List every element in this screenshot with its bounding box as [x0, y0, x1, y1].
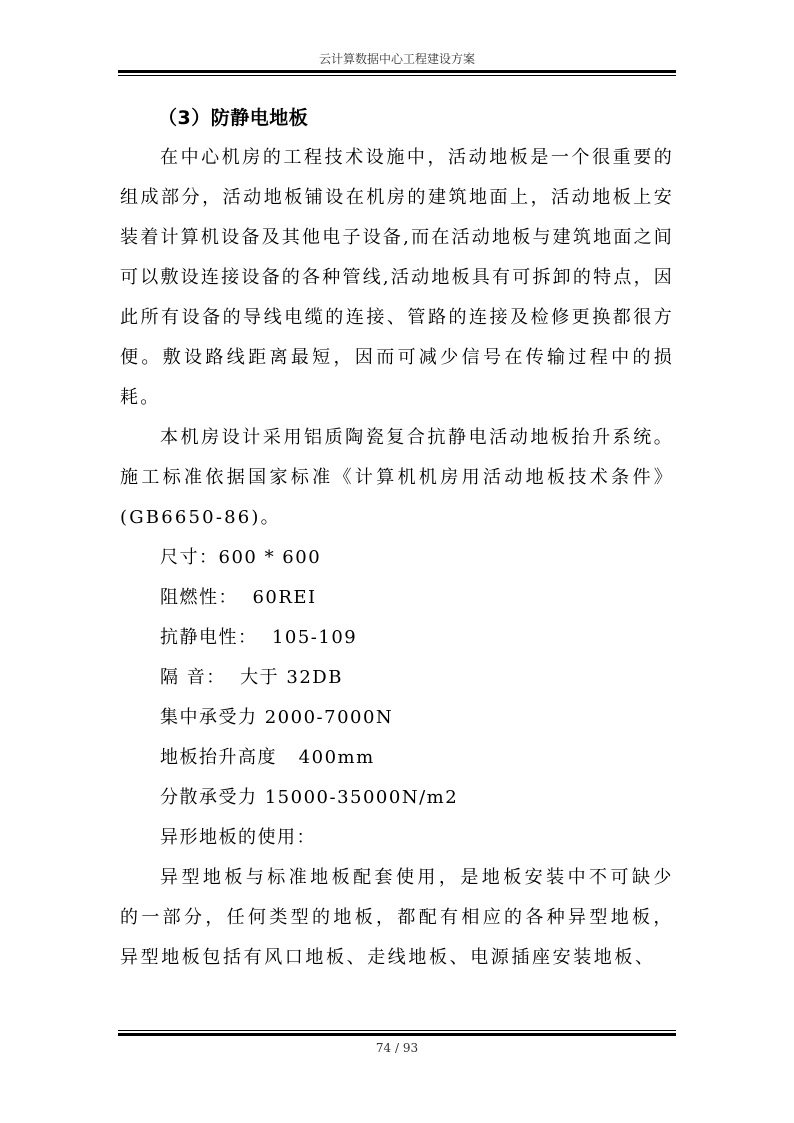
page-header: 云计算数据中心工程建设方案	[318, 52, 475, 66]
spec-special-floor-heading: 异形地板的使用：	[160, 827, 316, 848]
section-title: （3）防静电地板	[158, 107, 309, 129]
spec-antistatic: 抗静电性： 105-109	[160, 627, 358, 648]
document-body	[120, 98, 674, 978]
header-rule-thick	[118, 70, 676, 73]
spec-distributed-load: 分散承受力 15000-35000N/m2	[160, 787, 459, 808]
spec-flame-retardant: 阻燃性： 60REI	[160, 587, 317, 608]
spec-sound-insulation: 隔 音： 大于 32DB	[160, 667, 343, 688]
paragraph-floor-intro: 在中心机房的工程技术设施中，活动地板是一个很重要的组成部分，活动地板铺设在机房的建筑地面上，活动地板上安装着计算机设备及其他电子设备,而在活动地板与建筑地面之间可以敷设连接设备的各种管线,活动地板具有可拆卸的特点，因此所有设备的导线电缆的连接、管路的连接及检修更换都很方便。敷设路线距离最短，因而可减少信号在传输过程中的损耗。	[120, 147, 674, 408]
footer-rule-thick	[118, 1033, 676, 1036]
header-rule-thin	[118, 75, 676, 76]
spec-concentrated-load: 集中承受力 2000-7000N	[160, 707, 394, 728]
paragraph-design-standard: 本机房设计采用铝质陶瓷复合抗静电活动地板抬升系统。施工标准依据国家标准《计算机机房用活动地板技术条件》(GB6650-86)。	[120, 427, 674, 528]
paragraph-special-floor: 异型地板与标准地板配套使用，是地板安装中不可缺少的一部分，任何类型的地板，都配有相应的各种异型地板，异型地板包括有风口地板、走线地板、电源插座安装地板、	[120, 867, 674, 968]
footer-rule-thin	[118, 1030, 676, 1031]
page-number: 74 / 93	[375, 1041, 419, 1055]
spec-floor-height: 地板抬升高度 400mm	[160, 747, 375, 768]
spec-size: 尺寸：600 * 600	[160, 547, 322, 568]
